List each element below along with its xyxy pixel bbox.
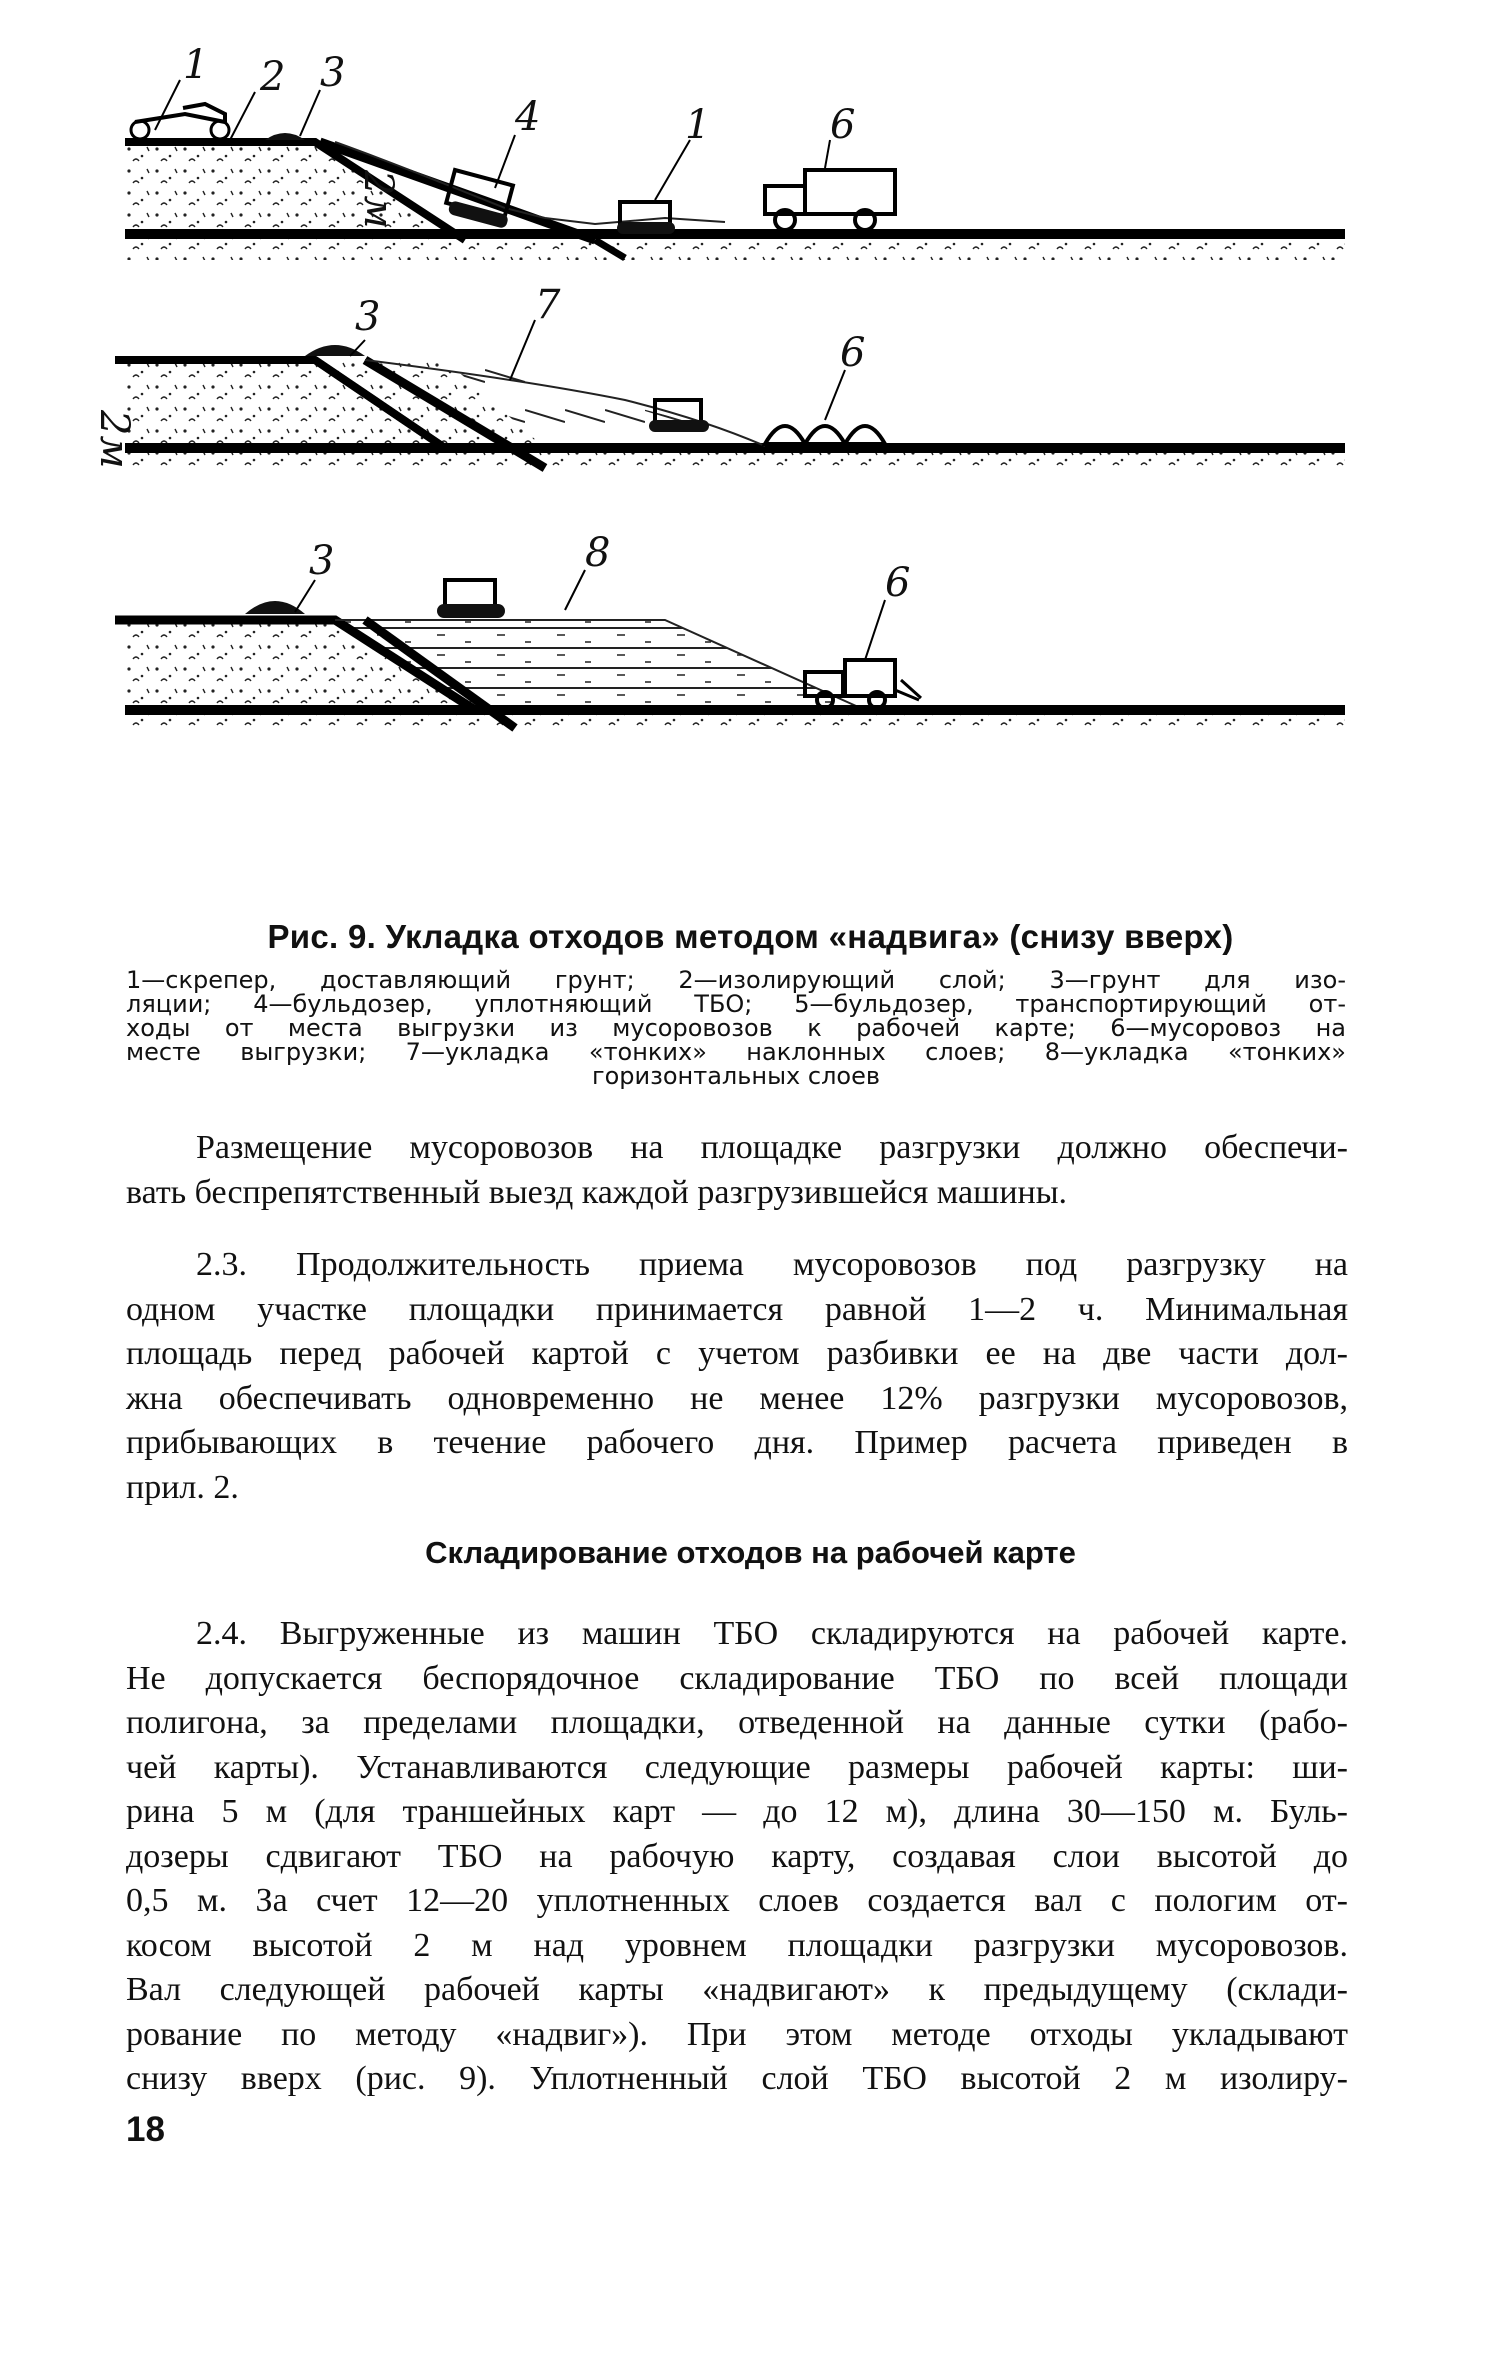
dimension-2m-top: 2м [355,170,401,229]
text-line: Размещение мусоровозов на площадке разгрузки должно обеспечи- [196,1129,1348,1166]
waste-piles-middle [765,426,885,444]
landfill-figure [91,42,1345,920]
text-line: снизу вверх (рис. 9). Уплотненный слой ТБО высотой 2 м изолиру- [126,2060,1348,2097]
text-line: 2.3. Продолжительность приема мусоровозов под разгрузку на [196,1246,1348,1283]
label-6-top: 6 [830,102,856,148]
section-heading: Складирование отходов на рабочей карте [425,1535,1076,1570]
label-1-top: 1 [183,42,209,88]
text-line: площадь перед рабочей картой с учетом разбивки ее на две части дол- [126,1335,1348,1372]
label-3-middle: 3 [355,294,381,340]
paragraph-2-3 [126,1243,1348,1510]
text-line: косом высотой 2 м над уровнем площадки разгрузки мусоровозов. [126,1926,1348,1964]
bulldozer-bottom [437,580,505,618]
text-line: рина 5 м (для траншейных карт — до 12 м), длина 30—150 м. Буль- [126,1793,1348,1830]
label-6-middle: 6 [840,330,866,376]
legend-line: ляции; 4—бульдозер, уплотняющий ТБО; 5—бульдозер, транспортирующий от- [126,990,1346,1018]
label-2-top: 2 [260,54,286,100]
text-line: 2.4. Выгруженные из машин ТБО складируются на рабочей карте. [196,1615,1348,1652]
text-line: вать беспрепятственный выезд каждой разгрузившейся машины. [126,1173,1068,1211]
dimension-2m-middle: 2м [91,410,137,469]
text-line: Вал следующей рабочей карты «надвигают» к предыдущему (склади- [126,1971,1348,2008]
legend-line: ходы от места выгрузки из мусоровозов к рабочей карте; 6—мусоровоз на [126,1014,1346,1042]
paragraph-vehicle-placement [126,1126,1348,1215]
label-4-top: 4 [515,94,541,140]
text-line: прил. 2. [126,1468,239,1506]
legend-line: горизонтальных слоев [591,1062,881,1090]
text-line: 0,5 м. За счет 12—20 уплотненных слоев создается вал с пологим от- [126,1882,1348,1919]
text-line: Не допускается беспорядочное складирование ТБО по всей площади [126,1659,1348,1697]
figure-caption-legend [126,968,1346,1088]
label-3-bottom: 3 [309,538,335,584]
text-line: прибывающих в течение рабочего дня. Пример расчета приведен в [126,1424,1348,1461]
label-8-bottom: 8 [585,530,611,576]
label-7-middle: 7 [535,282,561,328]
text-line: дозеры сдвигают ТБО на рабочую карту, создавая слои высотой до [126,1837,1348,1875]
figure-panel-middle [91,282,1345,470]
label-6-bottom: 6 [885,560,911,606]
page-number: 18 [126,2110,165,2149]
text-line: чей карты). Устанавливаются следующие размеры рабочей карты: ши- [126,1748,1348,1786]
text-line: одном участке площадки принимается равной 1—2 ч. Минимальная [126,1290,1348,1328]
legend-line: 1—скрепер, доставляющий грунт; 2—изолирующий слой; 3—грунт для изо- [126,966,1346,994]
text-line: жна обеспечивать одновременно не менее 12% разгрузки мусоровозов, [126,1379,1348,1417]
label-1b-top: 1 [685,102,711,148]
figure-caption-title: Рис. 9. Укладка отходов методом «надвига» (снизу вверх) [267,918,1234,955]
paragraph-2-4 [126,1612,1348,2102]
garbage-truck-top [765,170,895,230]
legend-line: месте выгрузки; 7—укладка «тонких» наклонных слоев; 8—укладка «тонких» [126,1038,1346,1066]
figure-panel-top [125,42,1345,260]
scraper-machine [131,104,229,139]
text-line: полигона, за пределами площадки, отведенной на данные сутки (рабо- [126,1704,1348,1741]
text-line: рование по методу «надвиг»). При этом методе отходы укладывают [126,2015,1348,2053]
figure-panel-bottom [115,530,1345,730]
label-3-top: 3 [320,50,346,96]
